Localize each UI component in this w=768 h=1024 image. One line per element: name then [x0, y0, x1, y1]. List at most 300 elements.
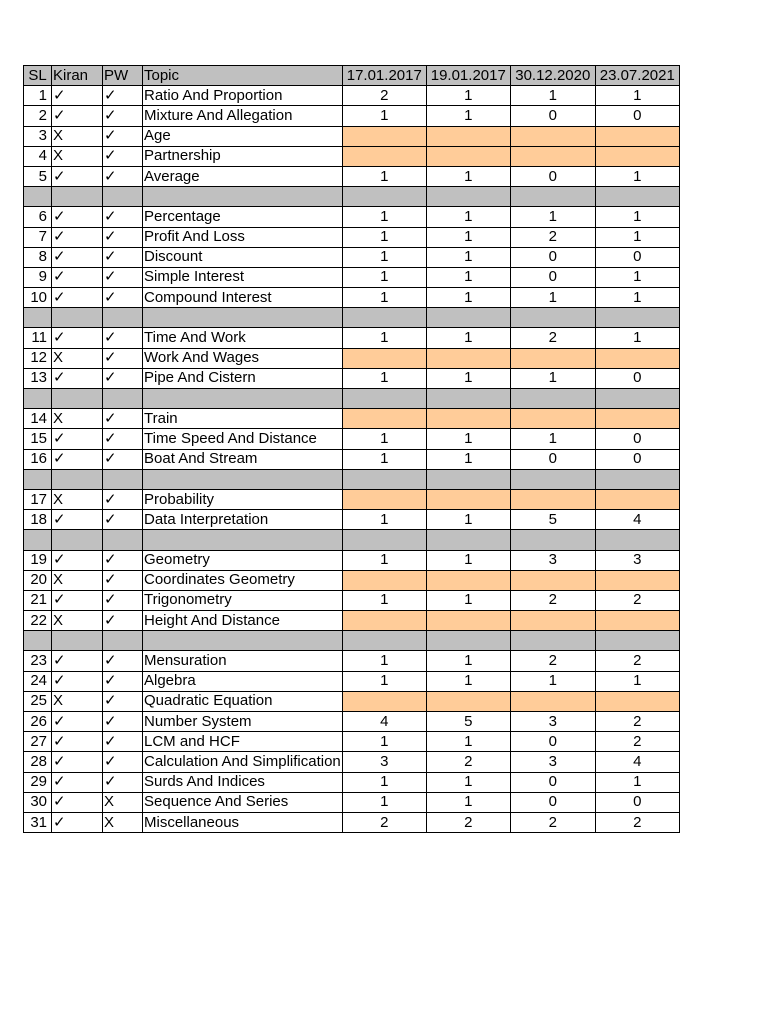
pw-cell[interactable]: ✓: [103, 691, 143, 711]
count-cell-1[interactable]: 1: [342, 106, 426, 126]
topic-cell[interactable]: Time Speed And Distance: [143, 429, 343, 449]
kiran-cell[interactable]: ✓: [52, 247, 103, 267]
topic-cell[interactable]: Number System: [143, 712, 343, 732]
separator-cell[interactable]: [595, 631, 679, 651]
separator-cell[interactable]: [342, 530, 426, 550]
separator-cell[interactable]: [52, 308, 103, 328]
pw-cell[interactable]: ✓: [103, 772, 143, 792]
count-cell-2[interactable]: 1: [426, 732, 510, 752]
separator-cell[interactable]: [510, 389, 595, 409]
pw-cell[interactable]: ✓: [103, 409, 143, 429]
count-cell-1[interactable]: 1: [342, 792, 426, 812]
count-cell-3[interactable]: 3: [510, 712, 595, 732]
count-cell-3[interactable]: [510, 570, 595, 590]
count-cell-2[interactable]: 1: [426, 227, 510, 247]
count-cell-2[interactable]: 2: [426, 752, 510, 772]
count-cell-1[interactable]: 2: [342, 812, 426, 832]
topic-cell[interactable]: Time And Work: [143, 328, 343, 348]
pw-cell[interactable]: ✓: [103, 247, 143, 267]
count-cell-3[interactable]: 1: [510, 207, 595, 227]
topic-cell[interactable]: Boat And Stream: [143, 449, 343, 469]
count-cell-1[interactable]: 1: [342, 510, 426, 530]
count-cell-3[interactable]: 0: [510, 247, 595, 267]
count-cell-1[interactable]: 1: [342, 227, 426, 247]
pw-cell[interactable]: ✓: [103, 106, 143, 126]
pw-cell[interactable]: ✓: [103, 550, 143, 570]
count-cell-2[interactable]: 1: [426, 207, 510, 227]
separator-cell[interactable]: [103, 530, 143, 550]
count-cell-1[interactable]: [342, 570, 426, 590]
count-cell-4[interactable]: [595, 348, 679, 368]
topic-cell[interactable]: Partnership: [143, 146, 343, 166]
separator-cell[interactable]: [426, 389, 510, 409]
count-cell-4[interactable]: 1: [595, 288, 679, 308]
count-cell-4[interactable]: 1: [595, 328, 679, 348]
count-cell-4[interactable]: [595, 691, 679, 711]
kiran-cell[interactable]: ✓: [52, 106, 103, 126]
kiran-cell[interactable]: ✓: [52, 166, 103, 186]
sl-cell[interactable]: 20: [24, 570, 52, 590]
separator-cell[interactable]: [342, 308, 426, 328]
topic-cell[interactable]: Surds And Indices: [143, 772, 343, 792]
count-cell-4[interactable]: 1: [595, 267, 679, 287]
kiran-cell[interactable]: ✓: [52, 368, 103, 388]
separator-cell[interactable]: [143, 308, 343, 328]
pw-cell[interactable]: ✓: [103, 570, 143, 590]
count-cell-4[interactable]: 2: [595, 712, 679, 732]
count-cell-4[interactable]: 2: [595, 590, 679, 610]
pw-cell[interactable]: X: [103, 812, 143, 832]
sl-cell[interactable]: 2: [24, 106, 52, 126]
count-cell-3[interactable]: 0: [510, 732, 595, 752]
separator-cell[interactable]: [143, 631, 343, 651]
count-cell-2[interactable]: [426, 126, 510, 146]
count-cell-3[interactable]: 0: [510, 166, 595, 186]
pw-cell[interactable]: ✓: [103, 510, 143, 530]
count-cell-3[interactable]: 2: [510, 227, 595, 247]
count-cell-1[interactable]: [342, 691, 426, 711]
separator-cell[interactable]: [510, 631, 595, 651]
separator-cell[interactable]: [52, 389, 103, 409]
count-cell-3[interactable]: 1: [510, 429, 595, 449]
count-cell-1[interactable]: 4: [342, 712, 426, 732]
count-cell-1[interactable]: 1: [342, 368, 426, 388]
kiran-cell[interactable]: ✓: [52, 550, 103, 570]
topic-cell[interactable]: Miscellaneous: [143, 812, 343, 832]
pw-cell[interactable]: ✓: [103, 651, 143, 671]
separator-cell[interactable]: [595, 389, 679, 409]
count-cell-1[interactable]: [342, 611, 426, 631]
sl-cell[interactable]: 24: [24, 671, 52, 691]
pw-cell[interactable]: X: [103, 792, 143, 812]
kiran-cell[interactable]: ✓: [52, 671, 103, 691]
separator-cell[interactable]: [143, 389, 343, 409]
sl-cell[interactable]: 31: [24, 812, 52, 832]
kiran-cell[interactable]: ✓: [52, 449, 103, 469]
separator-cell[interactable]: [426, 308, 510, 328]
sl-cell[interactable]: 14: [24, 409, 52, 429]
sl-cell[interactable]: 25: [24, 691, 52, 711]
count-cell-1[interactable]: 1: [342, 288, 426, 308]
sl-cell[interactable]: 7: [24, 227, 52, 247]
count-cell-4[interactable]: [595, 126, 679, 146]
count-cell-1[interactable]: 3: [342, 752, 426, 772]
pw-cell[interactable]: ✓: [103, 611, 143, 631]
count-cell-1[interactable]: 1: [342, 550, 426, 570]
count-cell-2[interactable]: [426, 611, 510, 631]
count-cell-3[interactable]: 1: [510, 368, 595, 388]
count-cell-3[interactable]: 2: [510, 812, 595, 832]
sl-cell[interactable]: 26: [24, 712, 52, 732]
count-cell-2[interactable]: 1: [426, 590, 510, 610]
sl-cell[interactable]: 6: [24, 207, 52, 227]
count-cell-3[interactable]: 0: [510, 772, 595, 792]
count-cell-3[interactable]: 3: [510, 752, 595, 772]
topic-cell[interactable]: Average: [143, 166, 343, 186]
separator-cell[interactable]: [510, 308, 595, 328]
sl-cell[interactable]: 13: [24, 368, 52, 388]
separator-cell[interactable]: [426, 631, 510, 651]
count-cell-1[interactable]: 1: [342, 671, 426, 691]
topic-cell[interactable]: Height And Distance: [143, 611, 343, 631]
count-cell-2[interactable]: 1: [426, 86, 510, 106]
sl-cell[interactable]: 5: [24, 166, 52, 186]
count-cell-1[interactable]: 1: [342, 247, 426, 267]
pw-cell[interactable]: ✓: [103, 328, 143, 348]
header-date-2[interactable]: 19.01.2017: [426, 66, 510, 86]
separator-cell[interactable]: [510, 469, 595, 489]
separator-cell[interactable]: [143, 530, 343, 550]
count-cell-3[interactable]: 2: [510, 328, 595, 348]
pw-cell[interactable]: ✓: [103, 166, 143, 186]
kiran-cell[interactable]: ✓: [52, 510, 103, 530]
separator-cell[interactable]: [342, 469, 426, 489]
header-date-4[interactable]: 23.07.2021: [595, 66, 679, 86]
separator-cell[interactable]: [595, 530, 679, 550]
count-cell-2[interactable]: 1: [426, 247, 510, 267]
kiran-cell[interactable]: X: [52, 611, 103, 631]
count-cell-4[interactable]: 0: [595, 247, 679, 267]
count-cell-2[interactable]: [426, 409, 510, 429]
pw-cell[interactable]: ✓: [103, 126, 143, 146]
count-cell-2[interactable]: 1: [426, 328, 510, 348]
separator-cell[interactable]: [24, 469, 52, 489]
sl-cell[interactable]: 23: [24, 651, 52, 671]
count-cell-2[interactable]: 1: [426, 510, 510, 530]
topic-cell[interactable]: Algebra: [143, 671, 343, 691]
topic-cell[interactable]: Ratio And Proportion: [143, 86, 343, 106]
kiran-cell[interactable]: ✓: [52, 732, 103, 752]
count-cell-3[interactable]: 1: [510, 671, 595, 691]
kiran-cell[interactable]: ✓: [52, 812, 103, 832]
pw-cell[interactable]: ✓: [103, 227, 143, 247]
header-date-1[interactable]: 17.01.2017: [342, 66, 426, 86]
count-cell-4[interactable]: 0: [595, 106, 679, 126]
kiran-cell[interactable]: ✓: [52, 288, 103, 308]
sl-cell[interactable]: 8: [24, 247, 52, 267]
header-pw[interactable]: PW: [103, 66, 143, 86]
count-cell-4[interactable]: 1: [595, 227, 679, 247]
count-cell-1[interactable]: [342, 409, 426, 429]
kiran-cell[interactable]: X: [52, 146, 103, 166]
count-cell-3[interactable]: 0: [510, 106, 595, 126]
count-cell-3[interactable]: 0: [510, 449, 595, 469]
count-cell-3[interactable]: [510, 611, 595, 631]
topic-cell[interactable]: Work And Wages: [143, 348, 343, 368]
count-cell-1[interactable]: 1: [342, 732, 426, 752]
separator-cell[interactable]: [595, 187, 679, 207]
count-cell-3[interactable]: 5: [510, 510, 595, 530]
separator-cell[interactable]: [24, 389, 52, 409]
count-cell-1[interactable]: [342, 146, 426, 166]
topic-cell[interactable]: Trigonometry: [143, 590, 343, 610]
sl-cell[interactable]: 27: [24, 732, 52, 752]
topic-cell[interactable]: Probability: [143, 489, 343, 509]
topic-cell[interactable]: Train: [143, 409, 343, 429]
count-cell-4[interactable]: 1: [595, 772, 679, 792]
count-cell-1[interactable]: 1: [342, 429, 426, 449]
separator-cell[interactable]: [103, 308, 143, 328]
count-cell-4[interactable]: 2: [595, 732, 679, 752]
count-cell-3[interactable]: 1: [510, 86, 595, 106]
sl-cell[interactable]: 12: [24, 348, 52, 368]
kiran-cell[interactable]: ✓: [52, 227, 103, 247]
count-cell-1[interactable]: [342, 348, 426, 368]
separator-cell[interactable]: [52, 530, 103, 550]
count-cell-4[interactable]: 1: [595, 166, 679, 186]
sl-cell[interactable]: 18: [24, 510, 52, 530]
count-cell-4[interactable]: 0: [595, 368, 679, 388]
count-cell-2[interactable]: 1: [426, 671, 510, 691]
separator-cell[interactable]: [103, 631, 143, 651]
count-cell-1[interactable]: 1: [342, 328, 426, 348]
sl-cell[interactable]: 16: [24, 449, 52, 469]
count-cell-1[interactable]: 1: [342, 449, 426, 469]
separator-cell[interactable]: [52, 187, 103, 207]
topic-cell[interactable]: Calculation And Simplification: [143, 752, 343, 772]
count-cell-4[interactable]: 1: [595, 86, 679, 106]
separator-cell[interactable]: [143, 469, 343, 489]
count-cell-4[interactable]: [595, 489, 679, 509]
count-cell-2[interactable]: 1: [426, 368, 510, 388]
count-cell-1[interactable]: [342, 126, 426, 146]
sl-cell[interactable]: 21: [24, 590, 52, 610]
count-cell-4[interactable]: 2: [595, 812, 679, 832]
pw-cell[interactable]: ✓: [103, 429, 143, 449]
separator-cell[interactable]: [52, 631, 103, 651]
topic-cell[interactable]: Data Interpretation: [143, 510, 343, 530]
count-cell-4[interactable]: 0: [595, 429, 679, 449]
count-cell-3[interactable]: [510, 348, 595, 368]
separator-cell[interactable]: [24, 631, 52, 651]
pw-cell[interactable]: ✓: [103, 449, 143, 469]
count-cell-4[interactable]: 0: [595, 792, 679, 812]
count-cell-2[interactable]: 1: [426, 429, 510, 449]
kiran-cell[interactable]: X: [52, 348, 103, 368]
pw-cell[interactable]: ✓: [103, 348, 143, 368]
kiran-cell[interactable]: ✓: [52, 590, 103, 610]
count-cell-2[interactable]: [426, 691, 510, 711]
count-cell-4[interactable]: [595, 409, 679, 429]
sl-cell[interactable]: 9: [24, 267, 52, 287]
count-cell-4[interactable]: 4: [595, 510, 679, 530]
pw-cell[interactable]: ✓: [103, 368, 143, 388]
separator-cell[interactable]: [24, 187, 52, 207]
kiran-cell[interactable]: ✓: [52, 86, 103, 106]
topic-cell[interactable]: Discount: [143, 247, 343, 267]
topic-cell[interactable]: Geometry: [143, 550, 343, 570]
separator-cell[interactable]: [24, 308, 52, 328]
pw-cell[interactable]: ✓: [103, 267, 143, 287]
topic-cell[interactable]: Sequence And Series: [143, 792, 343, 812]
pw-cell[interactable]: ✓: [103, 207, 143, 227]
count-cell-3[interactable]: 2: [510, 590, 595, 610]
separator-cell[interactable]: [103, 389, 143, 409]
kiran-cell[interactable]: X: [52, 691, 103, 711]
header-topic[interactable]: Topic: [143, 66, 343, 86]
header-date-3[interactable]: 30.12.2020: [510, 66, 595, 86]
count-cell-2[interactable]: 1: [426, 106, 510, 126]
count-cell-3[interactable]: 2: [510, 651, 595, 671]
topic-cell[interactable]: Pipe And Cistern: [143, 368, 343, 388]
topic-cell[interactable]: Compound Interest: [143, 288, 343, 308]
sl-cell[interactable]: 10: [24, 288, 52, 308]
kiran-cell[interactable]: ✓: [52, 651, 103, 671]
count-cell-2[interactable]: 5: [426, 712, 510, 732]
kiran-cell[interactable]: ✓: [52, 772, 103, 792]
count-cell-2[interactable]: 1: [426, 550, 510, 570]
count-cell-1[interactable]: [342, 489, 426, 509]
count-cell-2[interactable]: [426, 570, 510, 590]
count-cell-3[interactable]: [510, 409, 595, 429]
kiran-cell[interactable]: ✓: [52, 267, 103, 287]
separator-cell[interactable]: [52, 469, 103, 489]
sl-cell[interactable]: 4: [24, 146, 52, 166]
count-cell-2[interactable]: [426, 146, 510, 166]
separator-cell[interactable]: [143, 187, 343, 207]
count-cell-1[interactable]: 1: [342, 772, 426, 792]
count-cell-2[interactable]: 1: [426, 288, 510, 308]
count-cell-1[interactable]: 1: [342, 590, 426, 610]
count-cell-3[interactable]: 3: [510, 550, 595, 570]
sl-cell[interactable]: 11: [24, 328, 52, 348]
count-cell-4[interactable]: 1: [595, 671, 679, 691]
count-cell-2[interactable]: 1: [426, 267, 510, 287]
topic-cell[interactable]: LCM and HCF: [143, 732, 343, 752]
pw-cell[interactable]: ✓: [103, 732, 143, 752]
count-cell-1[interactable]: 1: [342, 651, 426, 671]
separator-cell[interactable]: [103, 469, 143, 489]
kiran-cell[interactable]: ✓: [52, 429, 103, 449]
count-cell-4[interactable]: [595, 611, 679, 631]
pw-cell[interactable]: ✓: [103, 590, 143, 610]
separator-cell[interactable]: [24, 530, 52, 550]
separator-cell[interactable]: [426, 530, 510, 550]
separator-cell[interactable]: [510, 187, 595, 207]
count-cell-2[interactable]: 1: [426, 772, 510, 792]
sl-cell[interactable]: 1: [24, 86, 52, 106]
topic-cell[interactable]: Mixture And Allegation: [143, 106, 343, 126]
topic-cell[interactable]: Simple Interest: [143, 267, 343, 287]
count-cell-3[interactable]: 1: [510, 288, 595, 308]
pw-cell[interactable]: ✓: [103, 146, 143, 166]
kiran-cell[interactable]: X: [52, 489, 103, 509]
kiran-cell[interactable]: ✓: [52, 792, 103, 812]
separator-cell[interactable]: [426, 187, 510, 207]
sl-cell[interactable]: 29: [24, 772, 52, 792]
topic-cell[interactable]: Percentage: [143, 207, 343, 227]
count-cell-1[interactable]: 1: [342, 166, 426, 186]
separator-cell[interactable]: [595, 308, 679, 328]
separator-cell[interactable]: [103, 187, 143, 207]
pw-cell[interactable]: ✓: [103, 712, 143, 732]
count-cell-3[interactable]: [510, 489, 595, 509]
count-cell-2[interactable]: [426, 489, 510, 509]
count-cell-2[interactable]: 1: [426, 449, 510, 469]
count-cell-4[interactable]: 3: [595, 550, 679, 570]
kiran-cell[interactable]: ✓: [52, 207, 103, 227]
sl-cell[interactable]: 30: [24, 792, 52, 812]
sl-cell[interactable]: 17: [24, 489, 52, 509]
count-cell-4[interactable]: 2: [595, 651, 679, 671]
count-cell-3[interactable]: 0: [510, 792, 595, 812]
kiran-cell[interactable]: ✓: [52, 752, 103, 772]
count-cell-3[interactable]: 0: [510, 267, 595, 287]
count-cell-1[interactable]: 1: [342, 207, 426, 227]
separator-cell[interactable]: [510, 530, 595, 550]
kiran-cell[interactable]: X: [52, 126, 103, 146]
separator-cell[interactable]: [342, 389, 426, 409]
topic-cell[interactable]: Quadratic Equation: [143, 691, 343, 711]
sl-cell[interactable]: 19: [24, 550, 52, 570]
kiran-cell[interactable]: X: [52, 570, 103, 590]
sl-cell[interactable]: 22: [24, 611, 52, 631]
kiran-cell[interactable]: X: [52, 409, 103, 429]
topic-cell[interactable]: Profit And Loss: [143, 227, 343, 247]
count-cell-1[interactable]: 2: [342, 86, 426, 106]
topic-cell[interactable]: Age: [143, 126, 343, 146]
pw-cell[interactable]: ✓: [103, 671, 143, 691]
count-cell-2[interactable]: 1: [426, 792, 510, 812]
count-cell-2[interactable]: 1: [426, 166, 510, 186]
count-cell-4[interactable]: 0: [595, 449, 679, 469]
count-cell-4[interactable]: [595, 146, 679, 166]
pw-cell[interactable]: ✓: [103, 288, 143, 308]
pw-cell[interactable]: ✓: [103, 752, 143, 772]
sl-cell[interactable]: 3: [24, 126, 52, 146]
header-sl[interactable]: SL: [24, 66, 52, 86]
sl-cell[interactable]: 28: [24, 752, 52, 772]
separator-cell[interactable]: [342, 187, 426, 207]
count-cell-3[interactable]: [510, 126, 595, 146]
count-cell-3[interactable]: [510, 691, 595, 711]
separator-cell[interactable]: [595, 469, 679, 489]
separator-cell[interactable]: [426, 469, 510, 489]
count-cell-2[interactable]: 2: [426, 812, 510, 832]
count-cell-4[interactable]: 4: [595, 752, 679, 772]
count-cell-4[interactable]: [595, 570, 679, 590]
header-kiran[interactable]: Kiran: [52, 66, 103, 86]
kiran-cell[interactable]: ✓: [52, 712, 103, 732]
sl-cell[interactable]: 15: [24, 429, 52, 449]
kiran-cell[interactable]: ✓: [52, 328, 103, 348]
count-cell-2[interactable]: 1: [426, 651, 510, 671]
count-cell-2[interactable]: [426, 348, 510, 368]
count-cell-4[interactable]: 1: [595, 207, 679, 227]
topic-cell[interactable]: Coordinates Geometry: [143, 570, 343, 590]
count-cell-1[interactable]: 1: [342, 267, 426, 287]
topic-cell[interactable]: Mensuration: [143, 651, 343, 671]
